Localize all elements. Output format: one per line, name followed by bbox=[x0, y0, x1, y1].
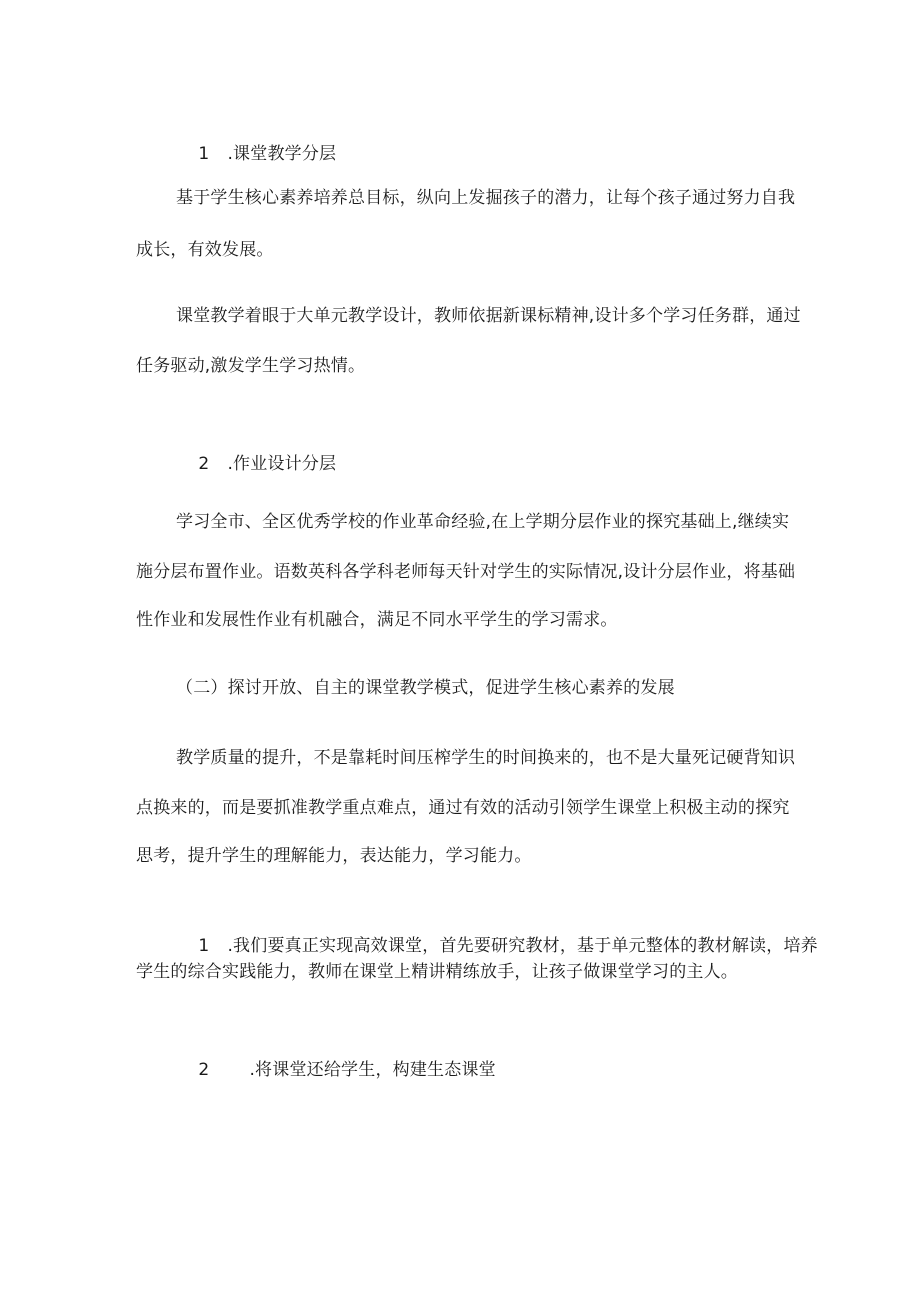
paragraph-line: 性作业和发展性作业有机融合，满足不同水平学生的学习需求。 bbox=[136, 610, 618, 630]
section-number: 2 bbox=[198, 1060, 210, 1080]
paragraph-line: 点换来的，而是要抓准教学重点难点，通过有效的活动引领学生课堂上积极主动的探究 bbox=[136, 798, 790, 818]
section-title: .作业设计分层 bbox=[227, 454, 337, 474]
section-heading-1 bbox=[176, 118, 336, 190]
paragraph-line: 学习全市、全区优秀学校的作业革命经验,在上学期分层作业的探究基础上,继续实 bbox=[176, 512, 790, 532]
paragraph-line: 思考，提升学生的理解能力，表达能力，学习能力。 bbox=[136, 846, 532, 866]
paragraph-line: 基于学生核心素养培养总目标，纵向上发掘孩子的潜力，让每个孩子通过努力自我 bbox=[176, 188, 796, 208]
paragraph-line: 教学质量的提升，不是靠耗时间压榨学生的时间换来的，也不是大量死记硬背知识 bbox=[176, 748, 796, 768]
paragraph-line: 课堂教学着眼于大单元教学设计，教师依据新课标精神,设计多个学习任务群，通过 bbox=[176, 306, 801, 326]
section-heading-2 bbox=[176, 428, 336, 500]
section-title: .将课堂还给学生，构建生态课堂 bbox=[249, 1060, 496, 1080]
item-text: .我们要真正实现高效课堂，首先要研究教材，基于单元整体的教材解读，培养 bbox=[227, 936, 818, 956]
subsection-heading: （二）探讨开放、自主的课堂教学模式，促进学生核心素养的发展 bbox=[176, 678, 675, 698]
paragraph-line: 成长，有效发展。 bbox=[136, 240, 274, 260]
item-number: 1 bbox=[198, 936, 210, 956]
section-number: 2 bbox=[198, 454, 210, 474]
paragraph-line: 学生的综合实践能力，教师在课堂上精讲精练放手，让孩子做课堂学习的主人。 bbox=[136, 962, 738, 982]
section-number: 1 bbox=[198, 144, 210, 164]
section-title: .课堂教学分层 bbox=[227, 144, 337, 164]
paragraph-line: 施分层布置作业。语数英科各学科老师每天针对学生的实际情况,设计分层作业，将基础 bbox=[136, 562, 796, 582]
paragraph-line: 任务驱动,激发学生学习热情。 bbox=[136, 356, 366, 376]
section-heading-3 bbox=[176, 1034, 496, 1106]
